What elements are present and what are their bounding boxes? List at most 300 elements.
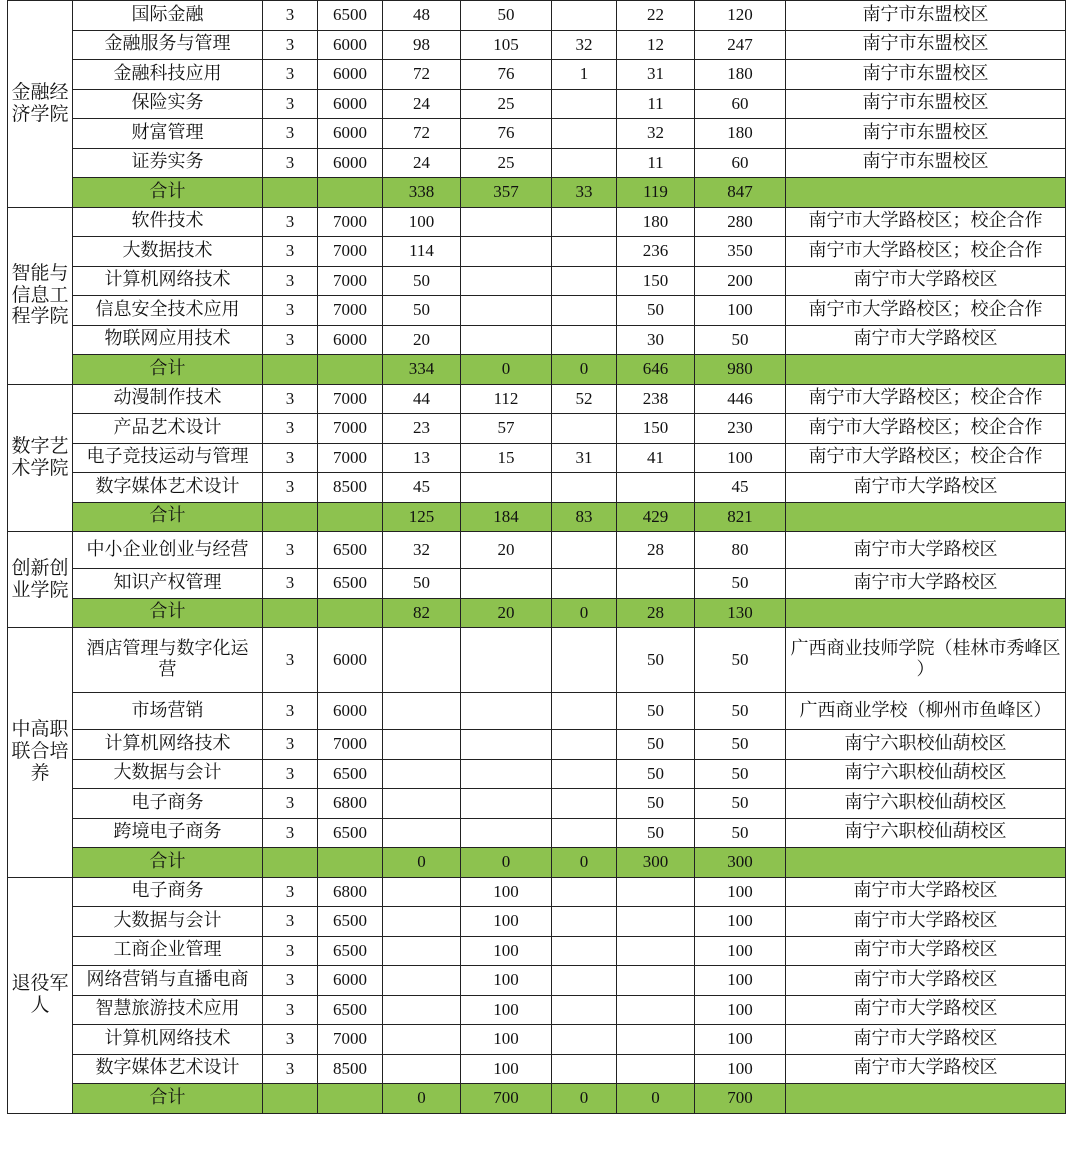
tuition-cell: 7000 bbox=[318, 414, 383, 444]
quota-b-cell bbox=[461, 207, 552, 237]
tuition-cell: 7000 bbox=[318, 207, 383, 237]
quota-d-cell: 11 bbox=[617, 148, 695, 178]
quota-a-cell bbox=[383, 877, 461, 907]
quota-d-cell: 11 bbox=[617, 89, 695, 119]
quota-a-cell: 0 bbox=[383, 1084, 461, 1114]
quota-c-cell bbox=[552, 532, 617, 569]
tuition-cell bbox=[318, 178, 383, 208]
table-row bbox=[8, 148, 1066, 178]
quota-c-cell bbox=[552, 325, 617, 355]
quota-b-cell: 105 bbox=[461, 30, 552, 60]
duration-cell: 3 bbox=[263, 60, 318, 90]
quota-b-cell: 76 bbox=[461, 60, 552, 90]
duration-cell: 3 bbox=[263, 119, 318, 149]
quota-a-cell bbox=[383, 628, 461, 693]
tuition-cell bbox=[318, 598, 383, 628]
tuition-cell: 6000 bbox=[318, 628, 383, 693]
quota-total-cell: 50 bbox=[695, 628, 786, 693]
major-name-cell: 计算机网络技术 bbox=[73, 266, 263, 296]
quota-b-cell: 15 bbox=[461, 443, 552, 473]
quota-c-cell bbox=[552, 89, 617, 119]
quota-d-cell: 50 bbox=[617, 789, 695, 819]
campus-cell: 南宁市大学路校区 bbox=[786, 877, 1066, 907]
campus-cell bbox=[786, 598, 1066, 628]
quota-c-cell bbox=[552, 266, 617, 296]
quota-b-cell bbox=[461, 818, 552, 848]
tuition-cell: 6500 bbox=[318, 995, 383, 1025]
quota-a-cell: 334 bbox=[383, 355, 461, 385]
quota-total-cell: 50 bbox=[695, 730, 786, 760]
department-name: 金融经 济学院 bbox=[8, 1, 73, 208]
tuition-cell: 6500 bbox=[318, 532, 383, 569]
tuition-cell: 6000 bbox=[318, 693, 383, 730]
campus-cell: 南宁市大学路校区 bbox=[786, 473, 1066, 503]
quota-b-cell: 0 bbox=[461, 355, 552, 385]
duration-cell: 3 bbox=[263, 1, 318, 31]
duration-cell bbox=[263, 848, 318, 878]
campus-cell: 广西商业技师学院（桂林市秀峰区 ） bbox=[786, 628, 1066, 693]
quota-a-cell: 125 bbox=[383, 502, 461, 532]
quota-c-cell bbox=[552, 1025, 617, 1055]
duration-cell: 3 bbox=[263, 384, 318, 414]
tuition-cell: 6000 bbox=[318, 148, 383, 178]
quota-total-cell: 50 bbox=[695, 693, 786, 730]
table-row bbox=[8, 693, 1066, 730]
quota-b-cell: 20 bbox=[461, 532, 552, 569]
quota-b-cell bbox=[461, 237, 552, 267]
campus-cell: 南宁市东盟校区 bbox=[786, 30, 1066, 60]
tuition-cell: 6000 bbox=[318, 119, 383, 149]
department-name: 中高职 联合培 养 bbox=[8, 628, 73, 878]
quota-b-cell: 184 bbox=[461, 502, 552, 532]
quota-a-cell bbox=[383, 936, 461, 966]
campus-cell: 南宁市大学路校区 bbox=[786, 325, 1066, 355]
department-name: 退役军 人 bbox=[8, 877, 73, 1113]
table-row bbox=[8, 877, 1066, 907]
campus-cell: 南宁六职校仙葫校区 bbox=[786, 759, 1066, 789]
quota-total-cell: 80 bbox=[695, 532, 786, 569]
tuition-cell: 7000 bbox=[318, 1025, 383, 1055]
duration-cell: 3 bbox=[263, 325, 318, 355]
quota-total-cell: 50 bbox=[695, 818, 786, 848]
tuition-cell: 6000 bbox=[318, 89, 383, 119]
major-name-cell: 电子商务 bbox=[73, 789, 263, 819]
tuition-cell: 7000 bbox=[318, 266, 383, 296]
quota-c-cell bbox=[552, 207, 617, 237]
major-name-cell: 计算机网络技术 bbox=[73, 1025, 263, 1055]
quota-d-cell: 50 bbox=[617, 693, 695, 730]
quota-c-cell: 0 bbox=[552, 598, 617, 628]
quota-c-cell bbox=[552, 966, 617, 996]
department-name: 数字艺 术学院 bbox=[8, 384, 73, 532]
campus-cell: 南宁市大学路校区；校企合作 bbox=[786, 443, 1066, 473]
quota-a-cell bbox=[383, 907, 461, 937]
quota-c-cell: 83 bbox=[552, 502, 617, 532]
quota-d-cell: 646 bbox=[617, 355, 695, 385]
major-name-cell: 大数据技术 bbox=[73, 237, 263, 267]
quota-total-cell: 200 bbox=[695, 266, 786, 296]
table-row bbox=[8, 628, 1066, 693]
quota-d-cell bbox=[617, 569, 695, 599]
duration-cell: 3 bbox=[263, 966, 318, 996]
quota-total-cell: 180 bbox=[695, 119, 786, 149]
quota-total-cell: 350 bbox=[695, 237, 786, 267]
campus-cell bbox=[786, 502, 1066, 532]
quota-d-cell: 50 bbox=[617, 818, 695, 848]
quota-total-cell: 50 bbox=[695, 325, 786, 355]
tuition-cell: 8500 bbox=[318, 473, 383, 503]
campus-cell: 南宁市大学路校区；校企合作 bbox=[786, 237, 1066, 267]
total-row bbox=[8, 178, 1066, 208]
quota-d-cell: 300 bbox=[617, 848, 695, 878]
duration-cell bbox=[263, 598, 318, 628]
table-row bbox=[8, 759, 1066, 789]
quota-d-cell: 12 bbox=[617, 30, 695, 60]
major-name-cell: 国际金融 bbox=[73, 1, 263, 31]
table-row bbox=[8, 995, 1066, 1025]
tuition-cell: 6500 bbox=[318, 759, 383, 789]
quota-total-cell: 821 bbox=[695, 502, 786, 532]
campus-cell: 南宁六职校仙葫校区 bbox=[786, 818, 1066, 848]
quota-total-cell: 60 bbox=[695, 148, 786, 178]
department-name: 创新创 业学院 bbox=[8, 532, 73, 628]
total-row bbox=[8, 848, 1066, 878]
quota-d-cell bbox=[617, 995, 695, 1025]
campus-cell: 南宁市大学路校区 bbox=[786, 907, 1066, 937]
major-name-cell: 网络营销与直播电商 bbox=[73, 966, 263, 996]
duration-cell: 3 bbox=[263, 532, 318, 569]
campus-cell: 南宁市大学路校区 bbox=[786, 966, 1066, 996]
tuition-cell: 8500 bbox=[318, 1054, 383, 1084]
quota-b-cell: 20 bbox=[461, 598, 552, 628]
major-name-cell: 软件技术 bbox=[73, 207, 263, 237]
quota-d-cell: 28 bbox=[617, 532, 695, 569]
tuition-cell: 6500 bbox=[318, 936, 383, 966]
quota-total-cell: 100 bbox=[695, 877, 786, 907]
campus-cell: 南宁市大学路校区 bbox=[786, 1025, 1066, 1055]
quota-total-cell: 980 bbox=[695, 355, 786, 385]
duration-cell: 3 bbox=[263, 1025, 318, 1055]
quota-a-cell: 50 bbox=[383, 266, 461, 296]
duration-cell: 3 bbox=[263, 148, 318, 178]
campus-cell bbox=[786, 355, 1066, 385]
duration-cell: 3 bbox=[263, 266, 318, 296]
major-name-cell: 电子商务 bbox=[73, 877, 263, 907]
quota-a-cell: 20 bbox=[383, 325, 461, 355]
quota-b-cell: 0 bbox=[461, 848, 552, 878]
quota-d-cell: 22 bbox=[617, 1, 695, 31]
quota-c-cell bbox=[552, 936, 617, 966]
quota-d-cell: 41 bbox=[617, 443, 695, 473]
campus-cell: 南宁市东盟校区 bbox=[786, 1, 1066, 31]
quota-a-cell bbox=[383, 730, 461, 760]
quota-c-cell: 33 bbox=[552, 178, 617, 208]
major-name-cell: 证券实务 bbox=[73, 148, 263, 178]
quota-d-cell bbox=[617, 1054, 695, 1084]
table-row bbox=[8, 325, 1066, 355]
quota-b-cell: 100 bbox=[461, 907, 552, 937]
quota-b-cell: 357 bbox=[461, 178, 552, 208]
major-name-cell: 合计 bbox=[73, 355, 263, 385]
quota-total-cell: 100 bbox=[695, 995, 786, 1025]
campus-cell: 广西商业学校（柳州市鱼峰区） bbox=[786, 693, 1066, 730]
campus-cell bbox=[786, 1084, 1066, 1114]
duration-cell: 3 bbox=[263, 237, 318, 267]
major-name-cell: 产品艺术设计 bbox=[73, 414, 263, 444]
campus-cell: 南宁市大学路校区；校企合作 bbox=[786, 207, 1066, 237]
quota-c-cell: 31 bbox=[552, 443, 617, 473]
quota-c-cell bbox=[552, 237, 617, 267]
campus-cell: 南宁市东盟校区 bbox=[786, 148, 1066, 178]
quota-total-cell: 60 bbox=[695, 89, 786, 119]
quota-c-cell: 52 bbox=[552, 384, 617, 414]
tuition-cell: 6000 bbox=[318, 325, 383, 355]
campus-cell: 南宁市大学路校区 bbox=[786, 569, 1066, 599]
campus-cell: 南宁市大学路校区 bbox=[786, 936, 1066, 966]
major-name-cell: 保险实务 bbox=[73, 89, 263, 119]
enrollment-table bbox=[7, 0, 1066, 1114]
duration-cell: 3 bbox=[263, 414, 318, 444]
quota-a-cell bbox=[383, 789, 461, 819]
quota-d-cell bbox=[617, 907, 695, 937]
quota-c-cell bbox=[552, 877, 617, 907]
campus-cell: 南宁市大学路校区 bbox=[786, 532, 1066, 569]
quota-total-cell: 180 bbox=[695, 60, 786, 90]
duration-cell: 3 bbox=[263, 693, 318, 730]
duration-cell: 3 bbox=[263, 936, 318, 966]
tuition-cell: 6800 bbox=[318, 877, 383, 907]
quota-b-cell bbox=[461, 789, 552, 819]
quota-total-cell: 247 bbox=[695, 30, 786, 60]
table-row bbox=[8, 30, 1066, 60]
table-row bbox=[8, 1, 1066, 31]
major-name-cell: 大数据与会计 bbox=[73, 907, 263, 937]
quota-d-cell: 50 bbox=[617, 628, 695, 693]
major-name-cell: 酒店管理与数字化运 营 bbox=[73, 628, 263, 693]
tuition-cell bbox=[318, 848, 383, 878]
campus-cell: 南宁市大学路校区 bbox=[786, 1054, 1066, 1084]
quota-a-cell: 114 bbox=[383, 237, 461, 267]
major-name-cell: 财富管理 bbox=[73, 119, 263, 149]
campus-cell: 南宁市东盟校区 bbox=[786, 119, 1066, 149]
quota-a-cell: 0 bbox=[383, 848, 461, 878]
table-row bbox=[8, 730, 1066, 760]
table-row bbox=[8, 89, 1066, 119]
duration-cell bbox=[263, 1084, 318, 1114]
major-name-cell: 市场营销 bbox=[73, 693, 263, 730]
tuition-cell: 6500 bbox=[318, 569, 383, 599]
table-row bbox=[8, 907, 1066, 937]
tuition-cell bbox=[318, 355, 383, 385]
quota-total-cell: 50 bbox=[695, 789, 786, 819]
tuition-cell bbox=[318, 1084, 383, 1114]
quota-c-cell bbox=[552, 569, 617, 599]
major-name-cell: 知识产权管理 bbox=[73, 569, 263, 599]
quota-a-cell: 82 bbox=[383, 598, 461, 628]
quota-total-cell: 230 bbox=[695, 414, 786, 444]
quota-b-cell bbox=[461, 693, 552, 730]
quota-a-cell: 32 bbox=[383, 532, 461, 569]
quota-d-cell: 180 bbox=[617, 207, 695, 237]
tuition-cell: 6500 bbox=[318, 907, 383, 937]
quota-total-cell: 100 bbox=[695, 936, 786, 966]
quota-d-cell bbox=[617, 966, 695, 996]
campus-cell: 南宁市大学路校区 bbox=[786, 266, 1066, 296]
quota-c-cell bbox=[552, 473, 617, 503]
major-name-cell: 动漫制作技术 bbox=[73, 384, 263, 414]
quota-b-cell: 100 bbox=[461, 936, 552, 966]
quota-total-cell: 100 bbox=[695, 443, 786, 473]
tuition-cell: 7000 bbox=[318, 730, 383, 760]
quota-d-cell: 50 bbox=[617, 759, 695, 789]
quota-a-cell bbox=[383, 759, 461, 789]
quota-total-cell: 50 bbox=[695, 759, 786, 789]
duration-cell: 3 bbox=[263, 789, 318, 819]
quota-total-cell: 50 bbox=[695, 569, 786, 599]
duration-cell: 3 bbox=[263, 877, 318, 907]
quota-a-cell bbox=[383, 1025, 461, 1055]
major-name-cell: 合计 bbox=[73, 848, 263, 878]
quota-b-cell: 57 bbox=[461, 414, 552, 444]
quota-a-cell: 24 bbox=[383, 89, 461, 119]
major-name-cell: 合计 bbox=[73, 1084, 263, 1114]
quota-b-cell: 100 bbox=[461, 966, 552, 996]
major-name-cell: 数字媒体艺术设计 bbox=[73, 1054, 263, 1084]
tuition-cell: 6000 bbox=[318, 30, 383, 60]
quota-d-cell: 429 bbox=[617, 502, 695, 532]
quota-c-cell bbox=[552, 296, 617, 326]
campus-cell: 南宁六职校仙葫校区 bbox=[786, 789, 1066, 819]
tuition-cell: 7000 bbox=[318, 237, 383, 267]
major-name-cell: 合计 bbox=[73, 502, 263, 532]
major-name-cell: 计算机网络技术 bbox=[73, 730, 263, 760]
major-name-cell: 大数据与会计 bbox=[73, 759, 263, 789]
total-row bbox=[8, 598, 1066, 628]
quota-total-cell: 446 bbox=[695, 384, 786, 414]
quota-d-cell: 238 bbox=[617, 384, 695, 414]
quota-d-cell: 31 bbox=[617, 60, 695, 90]
quota-c-cell bbox=[552, 730, 617, 760]
table-row bbox=[8, 296, 1066, 326]
major-name-cell: 中小企业创业与经营 bbox=[73, 532, 263, 569]
duration-cell: 3 bbox=[263, 995, 318, 1025]
quota-d-cell: 32 bbox=[617, 119, 695, 149]
quota-d-cell bbox=[617, 473, 695, 503]
quota-a-cell bbox=[383, 995, 461, 1025]
major-name-cell: 信息安全技术应用 bbox=[73, 296, 263, 326]
quota-total-cell: 100 bbox=[695, 1025, 786, 1055]
campus-cell: 南宁市大学路校区；校企合作 bbox=[786, 414, 1066, 444]
quota-b-cell: 112 bbox=[461, 384, 552, 414]
quota-c-cell bbox=[552, 1054, 617, 1084]
quota-total-cell: 100 bbox=[695, 966, 786, 996]
tuition-cell: 6800 bbox=[318, 789, 383, 819]
quota-d-cell: 30 bbox=[617, 325, 695, 355]
table-row bbox=[8, 966, 1066, 996]
quota-b-cell bbox=[461, 628, 552, 693]
quota-a-cell: 50 bbox=[383, 296, 461, 326]
table-row bbox=[8, 789, 1066, 819]
table-row bbox=[8, 1054, 1066, 1084]
quota-b-cell: 700 bbox=[461, 1084, 552, 1114]
quota-b-cell bbox=[461, 473, 552, 503]
duration-cell: 3 bbox=[263, 30, 318, 60]
quota-c-cell bbox=[552, 759, 617, 789]
tuition-cell: 6000 bbox=[318, 60, 383, 90]
total-row bbox=[8, 355, 1066, 385]
quota-c-cell bbox=[552, 414, 617, 444]
quota-b-cell bbox=[461, 730, 552, 760]
table-row bbox=[8, 60, 1066, 90]
campus-cell: 南宁六职校仙葫校区 bbox=[786, 730, 1066, 760]
major-name-cell: 物联网应用技术 bbox=[73, 325, 263, 355]
quota-b-cell: 100 bbox=[461, 1025, 552, 1055]
quota-b-cell: 100 bbox=[461, 995, 552, 1025]
quota-d-cell: 150 bbox=[617, 266, 695, 296]
quota-b-cell: 100 bbox=[461, 1054, 552, 1084]
quota-a-cell: 98 bbox=[383, 30, 461, 60]
duration-cell: 3 bbox=[263, 730, 318, 760]
quota-total-cell: 130 bbox=[695, 598, 786, 628]
major-name-cell: 工商企业管理 bbox=[73, 936, 263, 966]
duration-cell: 3 bbox=[263, 473, 318, 503]
quota-total-cell: 300 bbox=[695, 848, 786, 878]
campus-cell: 南宁市大学路校区 bbox=[786, 995, 1066, 1025]
major-name-cell: 智慧旅游技术应用 bbox=[73, 995, 263, 1025]
duration-cell bbox=[263, 355, 318, 385]
tuition-cell: 6000 bbox=[318, 966, 383, 996]
duration-cell bbox=[263, 502, 318, 532]
duration-cell: 3 bbox=[263, 628, 318, 693]
quota-d-cell: 50 bbox=[617, 296, 695, 326]
quota-d-cell bbox=[617, 1025, 695, 1055]
campus-cell: 南宁市东盟校区 bbox=[786, 89, 1066, 119]
duration-cell: 3 bbox=[263, 818, 318, 848]
quota-a-cell bbox=[383, 966, 461, 996]
duration-cell: 3 bbox=[263, 1054, 318, 1084]
quota-a-cell: 23 bbox=[383, 414, 461, 444]
tuition-cell: 6500 bbox=[318, 818, 383, 848]
quota-a-cell bbox=[383, 818, 461, 848]
duration-cell: 3 bbox=[263, 89, 318, 119]
table-row bbox=[8, 207, 1066, 237]
quota-d-cell: 236 bbox=[617, 237, 695, 267]
quota-b-cell: 76 bbox=[461, 119, 552, 149]
table-row bbox=[8, 266, 1066, 296]
duration-cell: 3 bbox=[263, 759, 318, 789]
duration-cell: 3 bbox=[263, 443, 318, 473]
quota-c-cell: 32 bbox=[552, 30, 617, 60]
quota-d-cell: 28 bbox=[617, 598, 695, 628]
quota-a-cell: 13 bbox=[383, 443, 461, 473]
quota-total-cell: 120 bbox=[695, 1, 786, 31]
quota-a-cell: 72 bbox=[383, 60, 461, 90]
major-name-cell: 电子竞技运动与管理 bbox=[73, 443, 263, 473]
table-row bbox=[8, 569, 1066, 599]
quota-c-cell bbox=[552, 693, 617, 730]
table-row bbox=[8, 936, 1066, 966]
major-name-cell: 合计 bbox=[73, 178, 263, 208]
campus-cell: 南宁市东盟校区 bbox=[786, 60, 1066, 90]
quota-d-cell: 119 bbox=[617, 178, 695, 208]
duration-cell bbox=[263, 178, 318, 208]
major-name-cell: 金融科技应用 bbox=[73, 60, 263, 90]
quota-a-cell: 338 bbox=[383, 178, 461, 208]
quota-a-cell bbox=[383, 693, 461, 730]
tuition-cell: 7000 bbox=[318, 384, 383, 414]
duration-cell: 3 bbox=[263, 569, 318, 599]
quota-a-cell: 100 bbox=[383, 207, 461, 237]
